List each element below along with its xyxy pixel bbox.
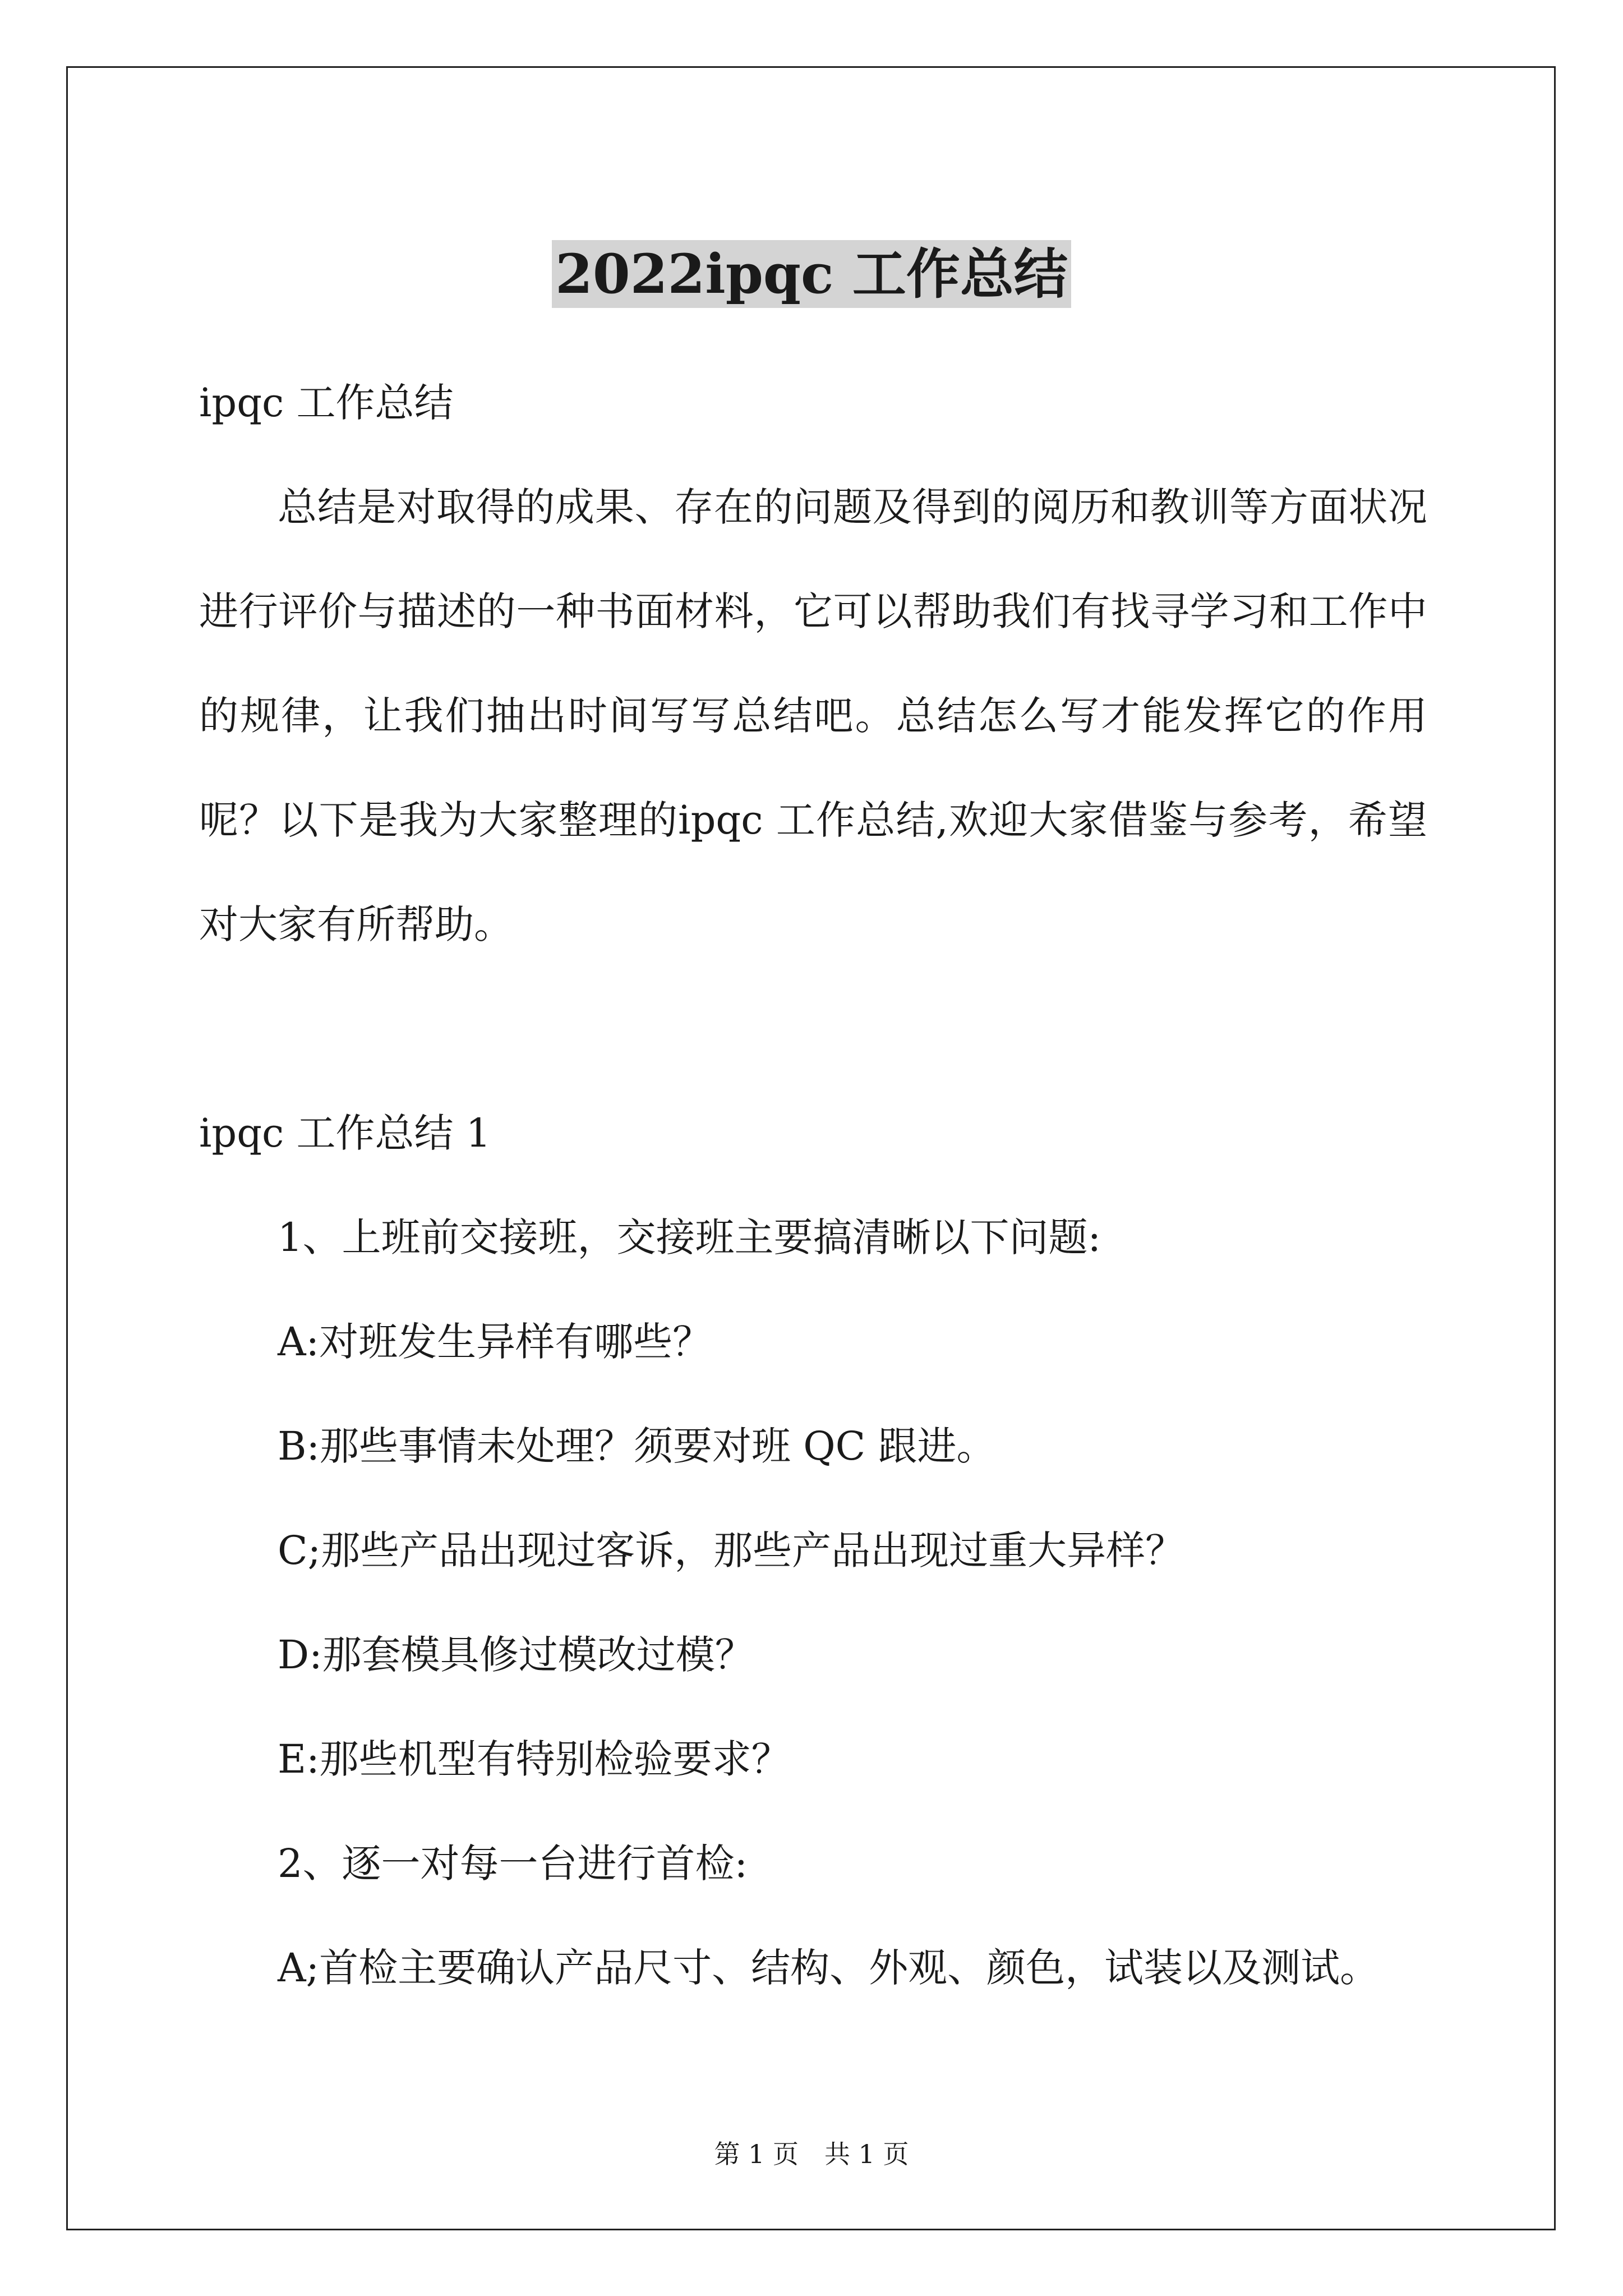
list-item: A;首检主要确认产品尺寸、结构、外观、颜色，试装以及测试。 — [278, 1945, 1380, 1991]
document-body — [199, 351, 1427, 2020]
list-item: 2、逐一对每一台进行首检: — [278, 1841, 748, 1887]
document-title — [0, 238, 1623, 311]
page-footer — [0, 2137, 1623, 2171]
list-item: B:那些事情未处理？须要对班 QC 跟进。 — [278, 1423, 996, 1469]
intro-paragraph: 总结是对取得的成果、存在的问题及得到的阅历和教训等方面状况进行评价与描述的一种书面材料，它可以帮助我们有找寻学习和工作中的规律，让我们抽出时间写写总结吧。总结怎么写才能发挥它的作用呢？以下是我为大家整理的ipqc 工作总结,欢迎大家借鉴与参考，希望对大家有所帮助。 — [199, 484, 1427, 947]
list-item: 1、上班前交接班，交接班主要搞清晰以下问题: — [278, 1214, 1101, 1260]
list-item: A:对班发生异样有哪些？ — [278, 1319, 712, 1365]
section1-heading: ipqc 工作总结 1 — [199, 1110, 491, 1156]
document-title-text: 2022ipqc 工作总结 — [552, 240, 1071, 308]
list-item: C;那些产品出现过客诉，那些产品出现过重大异样？ — [278, 1527, 1185, 1573]
list-item: E:那些机型有特别检验要求？ — [278, 1736, 791, 1782]
list-item: D:那套模具修过模改过模？ — [278, 1632, 754, 1678]
page-number-total: 共 1 页 — [824, 2139, 909, 2169]
page-number-current: 第 1 页 — [714, 2139, 799, 2169]
section-spacer — [199, 977, 1427, 1081]
intro-heading: ipqc 工作总结 — [199, 380, 454, 426]
